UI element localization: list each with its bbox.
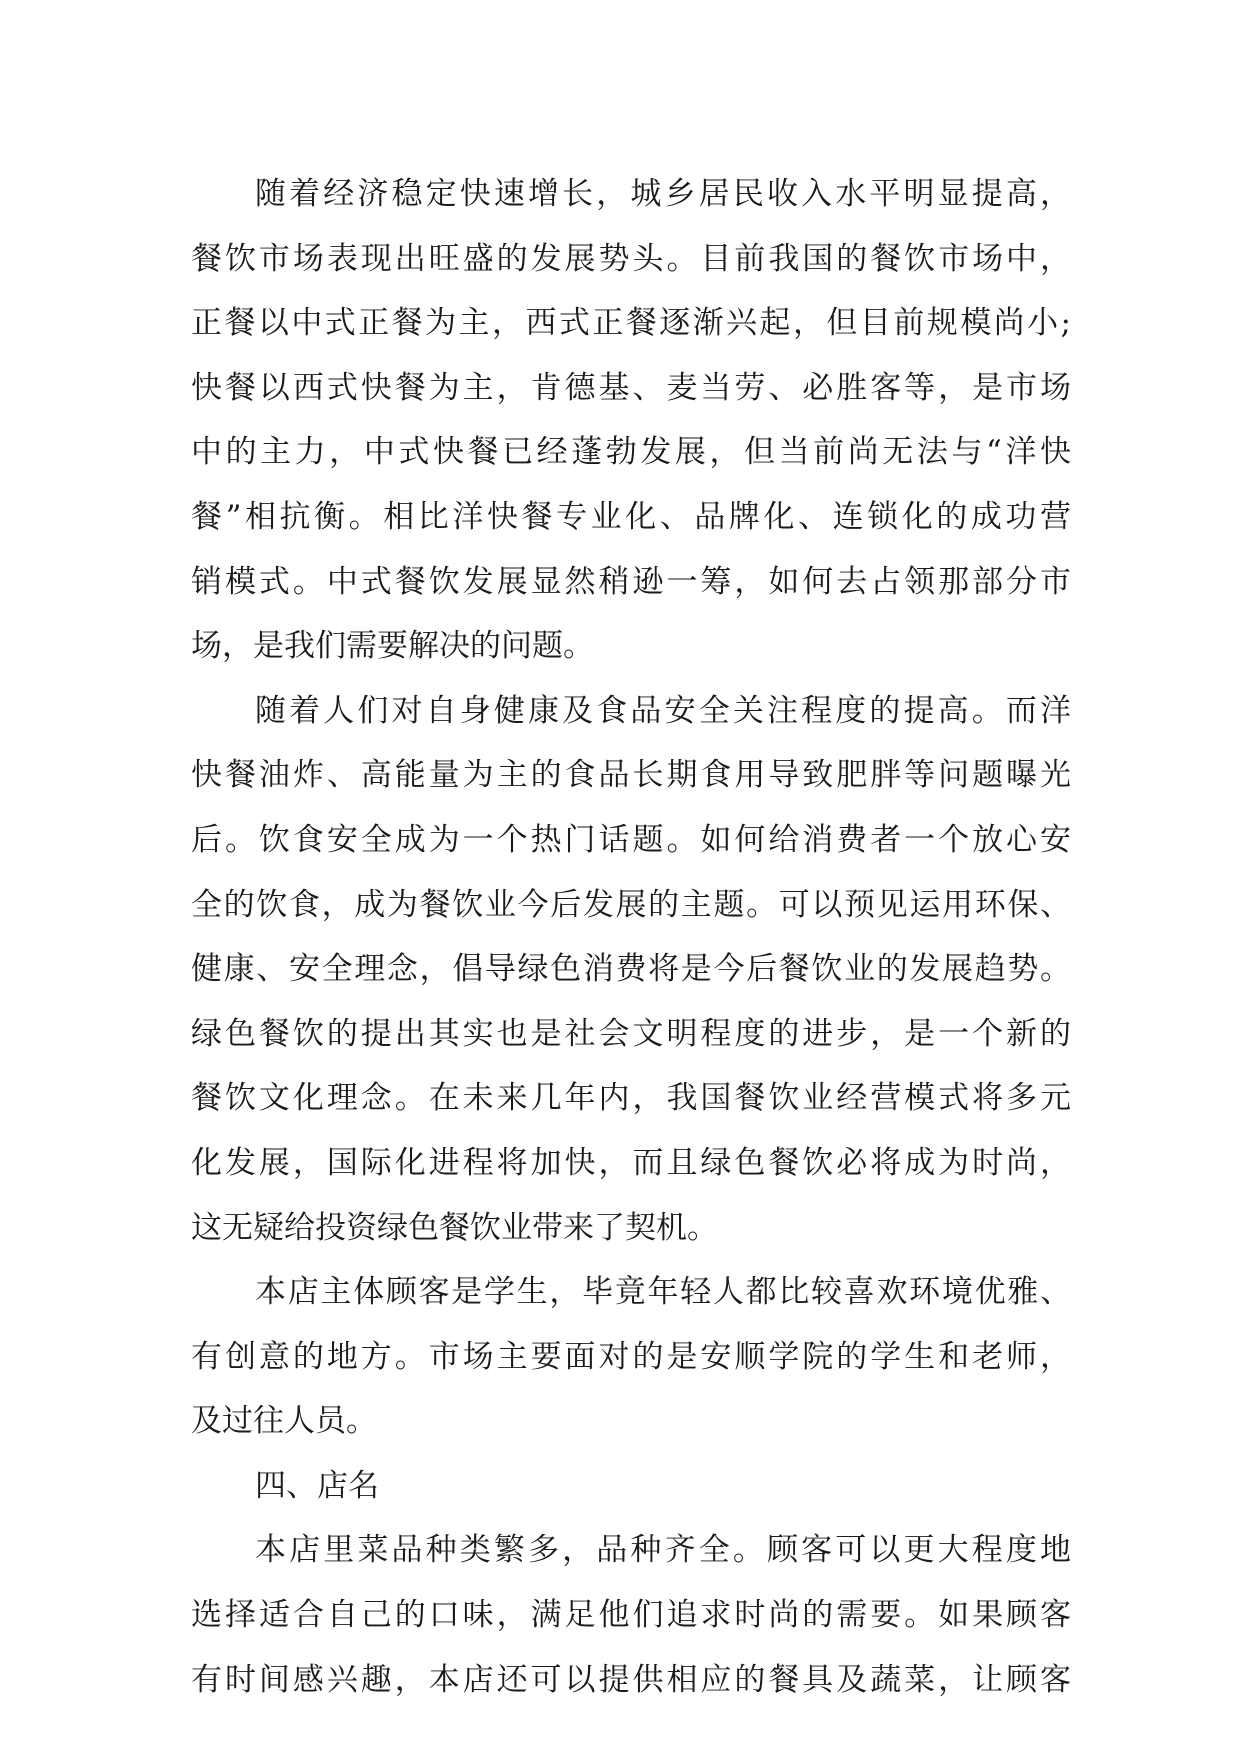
text-line: 场，是我们需要解决的问题。 xyxy=(191,628,594,665)
text-line: 化发展，国际化进程将加快，而且绿色餐饮必将成为时尚， xyxy=(191,1144,1071,1181)
text-line: 销模式。中式餐饮发展显然稍逊一筹，如何去占领那部分市 xyxy=(191,563,1071,600)
text-line: 选择适合自己的口味，满足他们追求时尚的需要。如果顾客 xyxy=(191,1597,1071,1634)
text-line: 随着经济稳定快速增长，城乡居民收入水平明显提高， xyxy=(255,176,1071,212)
text-line: 快餐以西式快餐为主，肯德基、麦当劳、必胜客等，是市场 xyxy=(191,369,1071,406)
document-body xyxy=(191,162,1071,1712)
text-line: 及过往人员。 xyxy=(191,1403,377,1440)
text-line: 随着人们对自身健康及食品安全关注程度的提高。而洋 xyxy=(255,692,1071,729)
text-line: 有时间感兴趣，本店还可以提供相应的餐具及蔬菜，让顾客 xyxy=(191,1661,1071,1698)
text-line: 后。饮食安全成为一个热门话题。如何给消费者一个放心安 xyxy=(191,821,1071,858)
text-line: 绿色餐饮的提出其实也是社会文明程度的进步，是一个新的 xyxy=(191,1015,1071,1052)
text-line: 有创意的地方。市场主要面对的是安顺学院的学生和老师， xyxy=(191,1338,1071,1375)
text-line: 本店主体顾客是学生，毕竟年轻人都比较喜欢环境优雅、 xyxy=(255,1274,1071,1311)
text-line: 餐饮市场表现出旺盛的发展势头。目前我国的餐饮市场中， xyxy=(191,240,1071,277)
text-line: 健康、安全理念，倡导绿色消费将是今后餐饮业的发展趋势。 xyxy=(191,951,1071,988)
text-line: 餐”相抗衡。相比洋快餐专业化、品牌化、连锁化的成功营 xyxy=(191,498,1071,535)
text-line: 快餐油炸、高能量为主的食品长期食用导致肥胖等问题曝光 xyxy=(191,757,1071,794)
text-line: 本店里菜品种类繁多，品种齐全。顾客可以更大程度地 xyxy=(255,1532,1071,1569)
text-line: 正餐以中式正餐为主，西式正餐逐渐兴起，但目前规模尚小; xyxy=(191,305,1071,342)
text-line: 中的主力，中式快餐已经蓬勃发展，但当前尚无法与“洋快 xyxy=(191,434,1071,471)
text-line: 这无疑给投资绿色餐饮业带来了契机。 xyxy=(191,1209,718,1246)
text-line: 餐饮文化理念。在未来几年内，我国餐饮业经营模式将多元 xyxy=(191,1080,1071,1117)
text-line: 全的饮食，成为餐饮业今后发展的主题。可以预见运用环保、 xyxy=(191,886,1071,923)
text-line: 四、店名 xyxy=(255,1467,379,1504)
